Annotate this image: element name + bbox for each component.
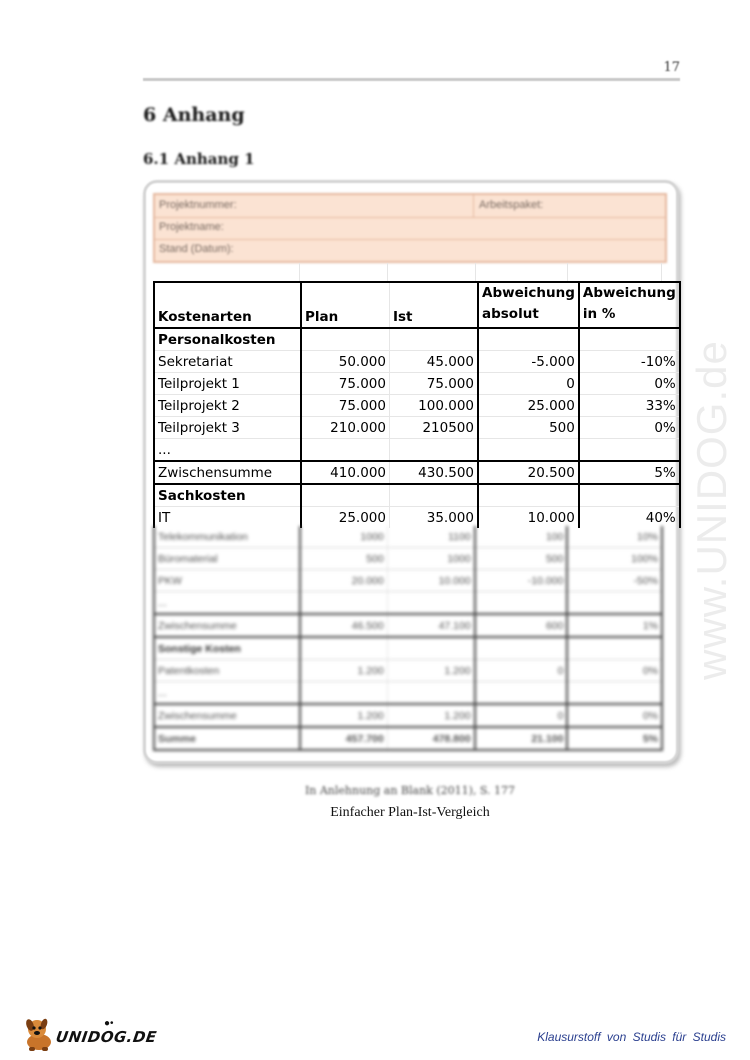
subtotal-row-material: Zwischensumme 46.500 47.100 600 1% xyxy=(154,614,662,637)
table-header-row xyxy=(154,282,680,328)
table-row: ... xyxy=(154,592,662,615)
logo-text: UNIDOG.DE xyxy=(54,1028,158,1046)
table-row: ... xyxy=(154,439,680,462)
section-heading: 6 Anhang xyxy=(143,104,245,126)
header-deviation-absolute: Abweichung absolut xyxy=(478,282,579,328)
group-row-personnel: Personalkosten xyxy=(154,328,680,351)
project-number-label: Projektnummer: xyxy=(159,199,237,211)
table-row: Teilprojekt 3 210.000 210500 500 0% xyxy=(154,417,680,439)
total-row: Summe 457.700 478.800 21.100 5% xyxy=(154,727,662,750)
subtotal-row-personnel: Zwischensumme 410.000 430.500 20.500 5% xyxy=(154,461,680,484)
spacer-row xyxy=(153,263,663,281)
paw-icon: ●• xyxy=(104,1018,114,1029)
group-row-other: Sonstige Kosten xyxy=(154,637,662,660)
footer-tagline: Klausurstoff von Studis für Studis xyxy=(537,1030,726,1044)
table-row: Büromaterial 500 1000 500 100% xyxy=(154,548,662,570)
header-cost-type: Kostenarten xyxy=(154,282,301,328)
table-row: Teilprojekt 2 75.000 100.000 25.000 33% xyxy=(154,395,680,417)
table-row: Telekommunikation 1000 1100 100 10% xyxy=(154,526,662,548)
table-row: Sekretariat 50.000 45.000 -5.000 -10% xyxy=(154,351,680,373)
figure-source: In Anlehnung an Blank (2011), S. 177 xyxy=(304,784,516,797)
figure-caption: Einfacher Plan-Ist-Vergleich xyxy=(330,805,490,820)
page-number: 17 xyxy=(663,60,680,75)
subsection-heading: 6.1 Anhang 1 xyxy=(143,150,255,168)
status-date-label: Stand (Datum): xyxy=(159,243,234,255)
blurred-table-section xyxy=(153,526,663,746)
project-name-label: Projektname: xyxy=(159,221,224,233)
group-row-material: Sachkosten xyxy=(154,484,680,507)
project-row-name xyxy=(155,217,665,240)
table-row: IT 25.000 35.000 10.000 40% xyxy=(154,507,680,529)
project-header-box xyxy=(153,193,667,263)
cost-table xyxy=(153,281,681,528)
table-row: Patentkosten 1.200 1.200 0 0% xyxy=(154,660,662,682)
table-row: ... xyxy=(154,682,662,705)
table-row: PKW 20.000 10.000 -10.000 -50% xyxy=(154,570,662,592)
table-row: Teilprojekt 1 75.000 75.000 0 0% xyxy=(154,373,680,395)
header-plan: Plan xyxy=(301,282,390,328)
header-actual: Ist xyxy=(390,282,479,328)
blurred-table xyxy=(153,526,663,751)
header-rule xyxy=(143,78,680,81)
header-deviation-percent: Abweichung in % xyxy=(579,282,680,328)
project-row-status xyxy=(155,239,665,261)
watermark: www.UNIDOG.de xyxy=(688,340,735,680)
subtotal-row-other: Zwischensumme 1.200 1.200 0 0% xyxy=(154,704,662,727)
dog-mascot-icon xyxy=(22,1016,56,1052)
project-row-number xyxy=(155,195,665,218)
work-package-label: Arbeitspaket: xyxy=(479,199,544,211)
